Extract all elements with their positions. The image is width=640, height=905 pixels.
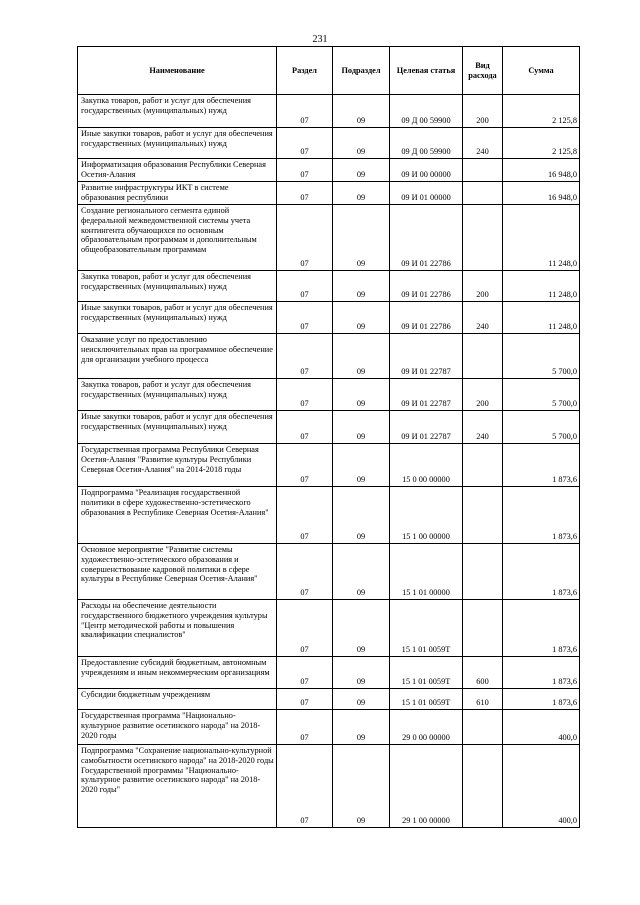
row-section: 07 [277,745,333,828]
row-expense-type [463,745,503,828]
row-target-article: 09 И 00 00000 [390,159,463,182]
row-section: 07 [277,657,333,689]
row-target-article: 09 И 01 22786 [390,302,463,334]
row-name: Подпрограмма "Сохранение национально-культурной самобытности осетинского народа" на 2018-2020 годы Государственной программы "Национально-культурное развитие осетинского народа" на 2018-2020 годы" [78,745,277,828]
row-section: 07 [277,128,333,159]
row-expense-type [463,159,503,182]
row-section: 07 [277,95,333,128]
table-row [78,159,580,182]
row-name: Подпрограмма "Реализация государственной политики в сфере художественно-эстетического образования в Республике Северная Осетия-Алания" [78,487,277,544]
row-subsection: 09 [333,544,390,600]
row-expense-type: 600 [463,657,503,689]
table-row [78,689,580,710]
row-expense-type: 200 [463,95,503,128]
row-target-article: 09 И 01 22786 [390,271,463,302]
row-section: 07 [277,487,333,544]
row-subsection: 09 [333,128,390,159]
row-amount: 1 873,6 [503,689,580,710]
row-target-article: 29 0 00 00000 [390,710,463,745]
table-row [78,657,580,689]
row-amount: 11 248,0 [503,302,580,334]
row-subsection: 09 [333,657,390,689]
row-name: Закупка товаров, работ и услуг для обеспечения государственных (муниципальных) нужд [78,379,277,411]
row-expense-type: 200 [463,379,503,411]
row-subsection: 09 [333,334,390,379]
row-subsection: 09 [333,487,390,544]
row-section: 07 [277,600,333,657]
row-expense-type [463,182,503,205]
row-section: 07 [277,379,333,411]
row-subsection: 09 [333,444,390,487]
row-section: 07 [277,411,333,444]
row-target-article: 15 1 01 0059Т [390,657,463,689]
header-row [78,47,580,95]
row-subsection: 09 [333,159,390,182]
row-amount: 1 873,6 [503,444,580,487]
table-row [78,128,580,159]
row-expense-type [463,487,503,544]
table-row [78,95,580,128]
header-expense-type: Вид расхода [463,47,503,95]
row-subsection: 09 [333,689,390,710]
table-row [78,182,580,205]
row-section: 07 [277,182,333,205]
row-name: Государственная программа Республики Северная Осетия-Алания "Развитие культуры Республики Северная Осетия-Алания" на 2014-2018 годы [78,444,277,487]
row-amount: 11 248,0 [503,205,580,271]
table-row [78,710,580,745]
table-row [78,379,580,411]
row-subsection: 09 [333,95,390,128]
row-amount: 1 873,6 [503,544,580,600]
row-target-article: 09 И 01 22786 [390,205,463,271]
header-amount: Сумма [503,47,580,95]
row-target-article: 15 1 01 0059Т [390,600,463,657]
row-section: 07 [277,710,333,745]
row-name: Оказание услуг по предоставлению неисключительных прав на программное обеспечение для организации учебного процесса [78,334,277,379]
row-amount: 5 700,0 [503,411,580,444]
row-name: Иные закупки товаров, работ и услуг для обеспечения государственных (муниципальных) нужд [78,411,277,444]
row-amount: 400,0 [503,745,580,828]
table-row [78,444,580,487]
row-name: Основное мероприятие "Развитие системы художественно-эстетического образования и совершенствование кадровой политики в сфере культуры в Республике Северная Осетия-Алания" [78,544,277,600]
row-expense-type [463,205,503,271]
row-target-article: 09 Д 00 59900 [390,128,463,159]
row-target-article: 09 И 01 22787 [390,411,463,444]
table-row [78,205,580,271]
row-expense-type [463,334,503,379]
header-section: Раздел [277,47,333,95]
row-target-article: 09 И 01 00000 [390,182,463,205]
row-target-article: 09 И 01 22787 [390,379,463,411]
header-subsection: Подраздел [333,47,390,95]
row-subsection: 09 [333,600,390,657]
row-amount: 1 873,6 [503,600,580,657]
row-name: Иные закупки товаров, работ и услуг для обеспечения государственных (муниципальных) нужд [78,128,277,159]
row-amount: 16 948,0 [503,182,580,205]
row-expense-type [463,600,503,657]
row-amount: 2 125,8 [503,128,580,159]
row-name: Государственная программа "Национально-культурное развитие осетинского народа" на 2018-2020 годы [78,710,277,745]
row-name: Развитие инфраструктуры ИКТ в системе образования республики [78,182,277,205]
table-row [78,544,580,600]
row-section: 07 [277,271,333,302]
row-amount: 5 700,0 [503,379,580,411]
row-amount: 2 125,8 [503,95,580,128]
row-section: 07 [277,205,333,271]
row-expense-type: 240 [463,302,503,334]
table-row [78,334,580,379]
table-row [78,302,580,334]
row-expense-type: 240 [463,411,503,444]
row-subsection: 09 [333,271,390,302]
row-name: Предоставление субсидий бюджетным, автономным учреждениям и иным некоммерческим организациям [78,657,277,689]
row-subsection: 09 [333,745,390,828]
row-name: Создание регионального сегмента единой федеральной межведомственной системы учета контингента обучающихся по основным образовательным программам и дополнительным общеобразовательным программам [78,205,277,271]
row-expense-type [463,444,503,487]
row-subsection: 09 [333,379,390,411]
row-section: 07 [277,444,333,487]
budget-table [77,46,580,828]
row-name: Закупка товаров, работ и услуг для обеспечения государственных (муниципальных) нужд [78,271,277,302]
row-expense-type: 200 [463,271,503,302]
row-name: Расходы на обеспечение деятельности государственного бюджетного учреждения культуры "Центр методической работы и повышения квалификации специалистов" [78,600,277,657]
row-section: 07 [277,302,333,334]
table-row [78,600,580,657]
row-subsection: 09 [333,710,390,745]
row-expense-type: 240 [463,128,503,159]
table-row [78,487,580,544]
row-name: Субсидии бюджетным учреждениям [78,689,277,710]
row-subsection: 09 [333,411,390,444]
table-row [78,411,580,444]
row-section: 07 [277,544,333,600]
table-row [78,271,580,302]
row-target-article: 15 1 00 00000 [390,487,463,544]
row-target-article: 15 1 01 00000 [390,544,463,600]
header-target-article: Целевая статья [390,47,463,95]
row-amount: 1 873,6 [503,657,580,689]
row-target-article: 15 1 01 0059Т [390,689,463,710]
page-number: 231 [312,34,328,45]
row-target-article: 15 0 00 00000 [390,444,463,487]
row-amount: 11 248,0 [503,271,580,302]
row-section: 07 [277,334,333,379]
row-subsection: 09 [333,302,390,334]
table-row [78,745,580,828]
row-expense-type: 610 [463,689,503,710]
row-expense-type [463,710,503,745]
header-name: Наименование [78,47,277,95]
row-amount: 1 873,6 [503,487,580,544]
row-name: Информатизация образования Республики Северная Осетия-Алания [78,159,277,182]
row-name: Закупка товаров, работ и услуг для обеспечения государственных (муниципальных) нужд [78,95,277,128]
row-section: 07 [277,689,333,710]
row-subsection: 09 [333,205,390,271]
row-target-article: 09 Д 00 59900 [390,95,463,128]
row-target-article: 29 1 00 00000 [390,745,463,828]
row-amount: 16 948,0 [503,159,580,182]
row-name: Иные закупки товаров, работ и услуг для обеспечения государственных (муниципальных) нужд [78,302,277,334]
row-subsection: 09 [333,182,390,205]
row-section: 07 [277,159,333,182]
row-target-article: 09 И 01 22787 [390,334,463,379]
row-expense-type [463,544,503,600]
row-amount: 5 700,0 [503,334,580,379]
row-amount: 400,0 [503,710,580,745]
